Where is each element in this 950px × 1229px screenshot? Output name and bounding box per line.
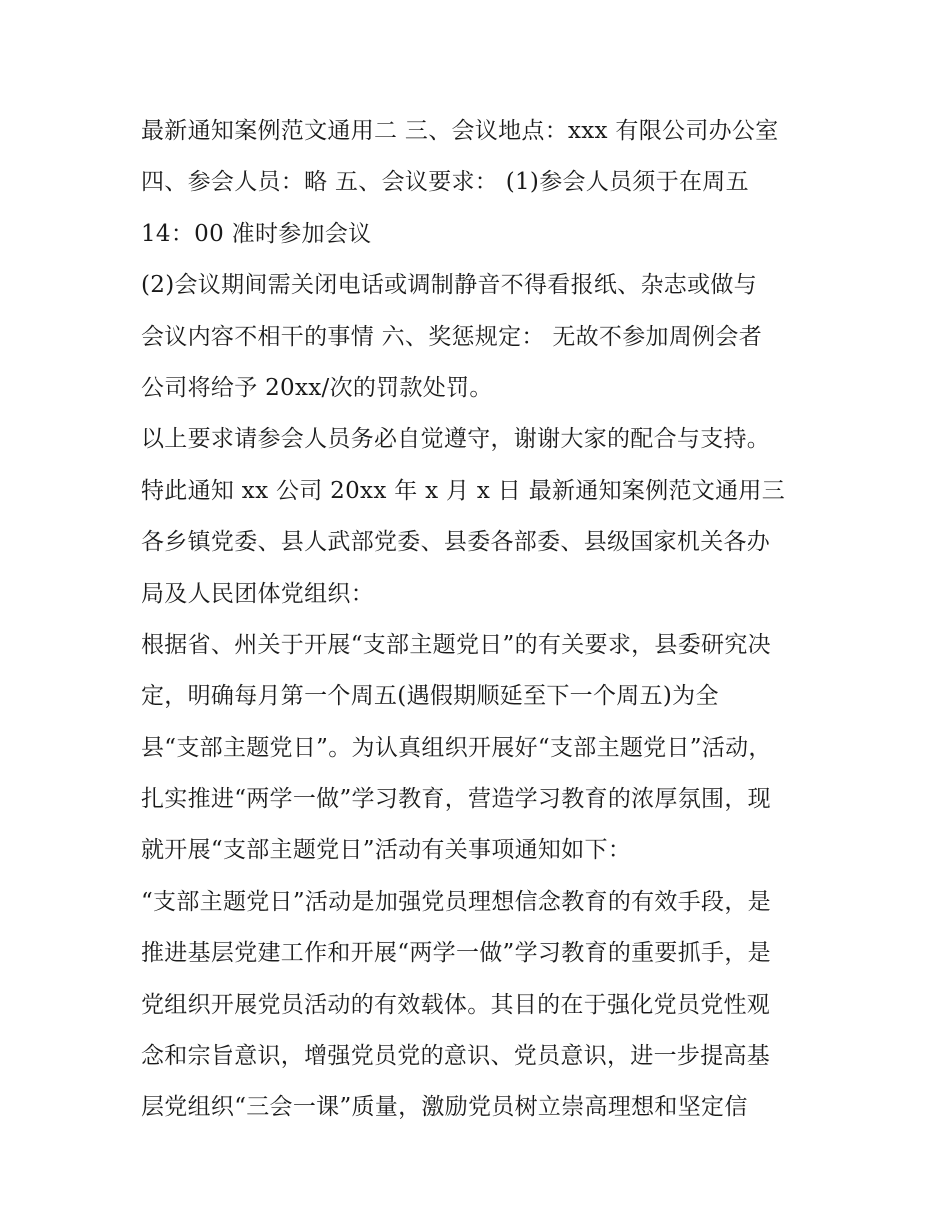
document-body [141,110,831,1138]
text-line: 14：00 准时参加会议 [141,220,372,247]
text-line: 会议内容不相干的事情 六、奖惩规定： 无故不参加周例会者 [141,323,763,350]
text-line: 层党组织“三会一课”质量，激励党员树立崇高理想和坚定信 [141,1094,748,1121]
text-line: (2)会议期间需关闭电话或调制静音不得看报纸、杂志或做与 [141,272,757,299]
text-line: 党组织开展党员活动的有效载体。其目的在于强化党员党性观 [141,991,771,1018]
text-line: 念和宗旨意识，增强党员党的意识、党员意识，进一步提高基 [141,1043,771,1070]
text-line: 特此通知 xx 公司 20xx 年 x 月 x 日 最新通知案例范文通用三 [141,477,785,504]
text-line: 扎实推进“两学一做”学习教育，营造学习教育的浓厚氛围，现 [141,786,771,813]
text-line: 最新通知案例范文通用二 三、会议地点：xxx 有限公司办公室 [141,118,779,144]
text-line: 定，明确每月第一个周五(遇假期顺延至下一个周五)为全 [141,683,719,710]
text-line: 公司将给予 20xx/次的罚款处罚。 [141,374,493,401]
text-line: 就开展“支部主题党日”活动有关事项通知如下： [141,837,632,864]
text-line: 根据省、州关于开展“支部主题党日”的有关要求，县委研究决 [141,631,771,658]
text-line: 各乡镇党委、县人武部党委、县委各部委、县级国家机关各办 [141,529,771,556]
text-line: 四、参会人员：略 五、会议要求： (1)参会人员须于在周五 [141,169,749,196]
text-line: 以上要求请参会人员务必自觉遵守，谢谢大家的配合与支持。 [141,426,771,453]
text-line: “支部主题党日”活动是加强党员理想信念教育的有效手段，是 [141,888,771,915]
text-line: 县“支部主题党日”。为认真组织开展好“支部主题党日”活动， [141,734,772,761]
text-line: 局及人民团体党组织： [141,580,374,607]
text-line: 推进基层党建工作和开展“两学一做”学习教育的重要抓手，是 [141,940,771,967]
